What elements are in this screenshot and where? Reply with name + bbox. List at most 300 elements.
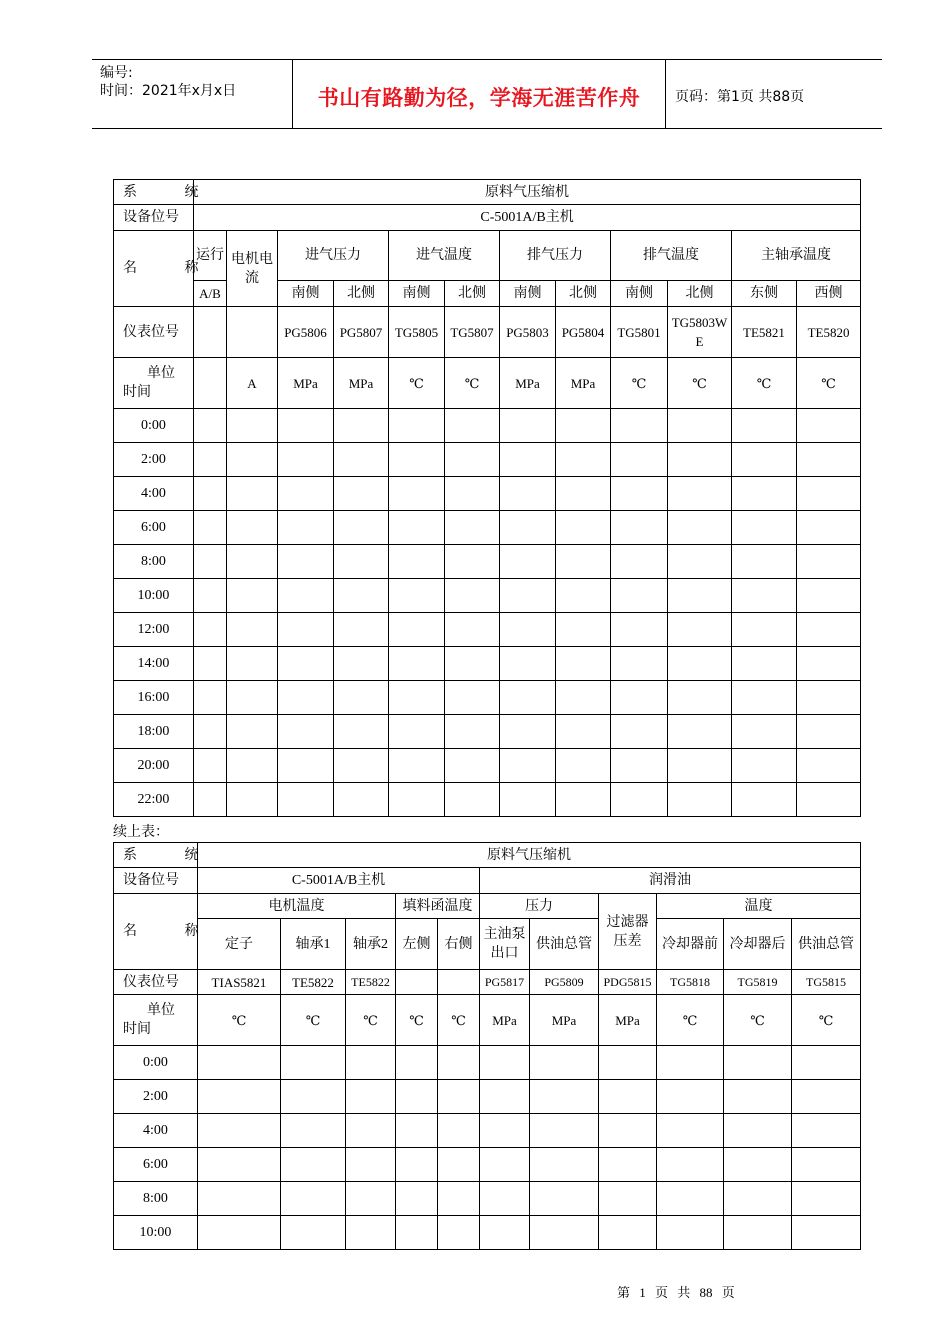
name-label: 名 称 xyxy=(114,231,194,307)
entry-cell[interactable] xyxy=(346,1216,396,1250)
unit-time-label xyxy=(114,995,198,1046)
entry-cell[interactable] xyxy=(556,613,611,647)
instrument-tag: PG5817 xyxy=(480,970,530,995)
entry-cell[interactable] xyxy=(438,1114,480,1148)
unit-cell: ℃ xyxy=(281,995,346,1046)
instrument-tag: TE5822 xyxy=(281,970,346,995)
entry-cell[interactable] xyxy=(797,681,861,715)
sub-header: 南侧 xyxy=(389,281,445,307)
entry-cell[interactable] xyxy=(657,1046,724,1080)
entry-cell[interactable] xyxy=(611,545,668,579)
instrument-row xyxy=(114,970,861,995)
entry-cell[interactable] xyxy=(194,511,227,545)
entry-cell[interactable] xyxy=(389,715,445,749)
entry-cell[interactable] xyxy=(227,613,278,647)
entry-cell[interactable] xyxy=(278,681,334,715)
entry-cell[interactable] xyxy=(732,545,797,579)
instrument-tag: PG5806 xyxy=(278,307,334,358)
time-row xyxy=(114,715,861,749)
instrument-row xyxy=(114,307,861,358)
entry-cell[interactable] xyxy=(724,1114,792,1148)
entry-cell[interactable] xyxy=(657,1216,724,1250)
entry-cell[interactable] xyxy=(346,1046,396,1080)
entry-cell[interactable] xyxy=(389,409,445,443)
entry-cell[interactable] xyxy=(732,613,797,647)
unit-cell: ℃ xyxy=(657,995,724,1046)
entry-cell[interactable] xyxy=(668,647,732,681)
entry-cell[interactable] xyxy=(389,613,445,647)
entry-cell[interactable] xyxy=(194,443,227,477)
entry-cell[interactable] xyxy=(556,681,611,715)
instrument-tag: TIAS5821 xyxy=(198,970,281,995)
entry-cell[interactable] xyxy=(445,715,500,749)
unit-cell: ℃ xyxy=(792,995,861,1046)
entry-cell[interactable] xyxy=(657,1080,724,1114)
entry-cell[interactable] xyxy=(445,647,500,681)
sub-header: 左侧 xyxy=(396,919,438,970)
entry-cell[interactable] xyxy=(346,1182,396,1216)
entry-cell[interactable] xyxy=(599,1216,657,1250)
entry-cell[interactable] xyxy=(334,511,389,545)
time-row xyxy=(114,477,861,511)
entry-cell[interactable] xyxy=(480,1216,530,1250)
entry-cell[interactable] xyxy=(599,1080,657,1114)
entry-cell[interactable] xyxy=(334,443,389,477)
entry-cell[interactable] xyxy=(194,545,227,579)
entry-cell[interactable] xyxy=(797,477,861,511)
entry-cell[interactable] xyxy=(194,477,227,511)
entry-cell[interactable] xyxy=(668,511,732,545)
entry-cell[interactable] xyxy=(668,443,732,477)
entry-cell[interactable] xyxy=(500,511,556,545)
number-label: 编号: xyxy=(100,65,133,81)
entry-cell[interactable] xyxy=(556,715,611,749)
sub-header-row xyxy=(114,919,861,970)
system-row xyxy=(114,843,861,868)
entry-cell[interactable] xyxy=(334,715,389,749)
entry-cell[interactable] xyxy=(732,579,797,613)
time-cell: 6:00 xyxy=(114,1148,198,1182)
sub-header: 北侧 xyxy=(334,281,389,307)
entry-cell[interactable] xyxy=(194,681,227,715)
unit-cell: ℃ xyxy=(445,358,500,409)
group-header: 进气温度 xyxy=(389,231,500,281)
entry-cell[interactable] xyxy=(668,715,732,749)
entry-cell[interactable] xyxy=(194,647,227,681)
entry-cell[interactable] xyxy=(668,579,732,613)
entry-cell[interactable] xyxy=(334,783,389,817)
entry-cell[interactable] xyxy=(500,443,556,477)
entry-cell[interactable] xyxy=(792,1046,861,1080)
time-row xyxy=(114,1148,861,1182)
entry-cell[interactable] xyxy=(389,579,445,613)
entry-cell[interactable] xyxy=(500,477,556,511)
entry-cell[interactable] xyxy=(732,647,797,681)
entry-cell[interactable] xyxy=(194,613,227,647)
unit-cell: MPa xyxy=(599,995,657,1046)
entry-cell[interactable] xyxy=(445,749,500,783)
entry-cell[interactable] xyxy=(480,1182,530,1216)
empty-cell xyxy=(438,970,480,995)
entry-cell[interactable] xyxy=(797,511,861,545)
entry-cell[interactable] xyxy=(556,477,611,511)
time-row xyxy=(114,613,861,647)
entry-cell[interactable] xyxy=(732,511,797,545)
entry-cell[interactable] xyxy=(797,749,861,783)
sub-header: 东侧 xyxy=(732,281,797,307)
continued-label: 续上表： xyxy=(113,824,169,840)
entry-cell[interactable] xyxy=(530,1114,599,1148)
entry-cell[interactable] xyxy=(556,545,611,579)
entry-cell[interactable] xyxy=(500,545,556,579)
entry-cell[interactable] xyxy=(556,443,611,477)
entry-cell[interactable] xyxy=(281,1182,346,1216)
entry-cell[interactable] xyxy=(334,545,389,579)
unit-label: 单位 xyxy=(147,366,175,381)
unit-label: 单位 xyxy=(147,1003,175,1018)
entry-cell[interactable] xyxy=(198,1080,281,1114)
unit-row xyxy=(114,995,861,1046)
entry-cell[interactable] xyxy=(438,1080,480,1114)
entry-cell[interactable] xyxy=(611,443,668,477)
entry-cell[interactable] xyxy=(227,511,278,545)
entry-cell[interactable] xyxy=(198,1182,281,1216)
entry-cell[interactable] xyxy=(797,545,861,579)
time-row xyxy=(114,579,861,613)
group-header-row xyxy=(114,894,861,919)
entry-cell[interactable] xyxy=(278,511,334,545)
entry-cell[interactable] xyxy=(389,681,445,715)
entry-cell[interactable] xyxy=(278,545,334,579)
entry-cell[interactable] xyxy=(500,749,556,783)
sub-header: 供油总管 xyxy=(530,919,599,970)
lube-oil-label: 润滑油 xyxy=(480,868,861,894)
entry-cell[interactable] xyxy=(724,1148,792,1182)
sub-header: 冷却器前 xyxy=(657,919,724,970)
entry-cell[interactable] xyxy=(445,681,500,715)
motor-current-label: 电机电流 xyxy=(227,231,278,307)
entry-cell[interactable] xyxy=(281,1046,346,1080)
entry-cell[interactable] xyxy=(500,681,556,715)
entry-cell[interactable] xyxy=(227,477,278,511)
group-header: 填料函温度 xyxy=(396,894,480,919)
entry-cell[interactable] xyxy=(389,783,445,817)
entry-cell[interactable] xyxy=(445,545,500,579)
entry-cell[interactable] xyxy=(194,409,227,443)
entry-cell[interactable] xyxy=(668,749,732,783)
entry-cell[interactable] xyxy=(668,681,732,715)
entry-cell[interactable] xyxy=(227,443,278,477)
entry-cell[interactable] xyxy=(346,1080,396,1114)
entry-cell[interactable] xyxy=(194,783,227,817)
page-footer: 第 1 页 共 88 页 xyxy=(617,1285,735,1300)
entry-cell[interactable] xyxy=(797,647,861,681)
entry-cell[interactable] xyxy=(278,783,334,817)
entry-cell[interactable] xyxy=(668,477,732,511)
device-row xyxy=(114,868,861,894)
device-row xyxy=(114,205,861,231)
entry-cell[interactable] xyxy=(792,1182,861,1216)
entry-cell[interactable] xyxy=(438,1182,480,1216)
entry-cell[interactable] xyxy=(732,409,797,443)
entry-cell[interactable] xyxy=(438,1046,480,1080)
entry-cell[interactable] xyxy=(530,1216,599,1250)
entry-cell[interactable] xyxy=(227,681,278,715)
entry-cell[interactable] xyxy=(668,409,732,443)
time-cell: 2:00 xyxy=(114,443,194,477)
instrument-label: 仪表位号 xyxy=(114,307,194,358)
entry-cell[interactable] xyxy=(599,1046,657,1080)
entry-cell[interactable] xyxy=(657,1182,724,1216)
entry-cell[interactable] xyxy=(611,579,668,613)
entry-cell[interactable] xyxy=(611,715,668,749)
entry-cell[interactable] xyxy=(530,1182,599,1216)
entry-cell[interactable] xyxy=(500,783,556,817)
entry-cell[interactable] xyxy=(278,613,334,647)
entry-cell[interactable] xyxy=(732,681,797,715)
lube-oil-table xyxy=(113,842,861,1250)
entry-cell[interactable] xyxy=(198,1114,281,1148)
entry-cell[interactable] xyxy=(797,613,861,647)
entry-cell[interactable] xyxy=(500,715,556,749)
entry-cell[interactable] xyxy=(281,1080,346,1114)
entry-cell[interactable] xyxy=(346,1114,396,1148)
entry-cell[interactable] xyxy=(194,749,227,783)
entry-cell[interactable] xyxy=(227,783,278,817)
entry-cell[interactable] xyxy=(599,1182,657,1216)
entry-cell[interactable] xyxy=(334,613,389,647)
entry-cell[interactable] xyxy=(278,477,334,511)
entry-cell[interactable] xyxy=(611,783,668,817)
time-cell: 4:00 xyxy=(114,1114,198,1148)
system-label: 系 统 xyxy=(114,843,198,868)
unit-cell: ℃ xyxy=(438,995,480,1046)
time-label: 时间：2021年x月x日 xyxy=(100,83,237,99)
instrument-label: 仪表位号 xyxy=(114,970,198,995)
entry-cell[interactable] xyxy=(281,1148,346,1182)
entry-cell[interactable] xyxy=(556,783,611,817)
entry-cell[interactable] xyxy=(797,783,861,817)
entry-cell[interactable] xyxy=(227,545,278,579)
time-cell: 14:00 xyxy=(114,647,194,681)
entry-cell[interactable] xyxy=(732,749,797,783)
entry-cell[interactable] xyxy=(657,1114,724,1148)
sub-header: 轴承1 xyxy=(281,919,346,970)
entry-cell[interactable] xyxy=(227,647,278,681)
entry-cell[interactable] xyxy=(480,1046,530,1080)
unit-cell: ℃ xyxy=(668,358,732,409)
entry-cell[interactable] xyxy=(389,749,445,783)
entry-cell[interactable] xyxy=(396,1216,438,1250)
entry-cell[interactable] xyxy=(724,1182,792,1216)
group-header: 排气温度 xyxy=(611,231,732,281)
entry-cell[interactable] xyxy=(797,715,861,749)
entry-cell[interactable] xyxy=(334,477,389,511)
unit-cell: ℃ xyxy=(724,995,792,1046)
entry-cell[interactable] xyxy=(480,1148,530,1182)
entry-cell[interactable] xyxy=(334,409,389,443)
sub-header: 轴承2 xyxy=(346,919,396,970)
unit-time-label xyxy=(114,358,194,409)
entry-cell[interactable] xyxy=(611,511,668,545)
entry-cell[interactable] xyxy=(389,647,445,681)
instrument-tag: PG5807 xyxy=(334,307,389,358)
device-value: C-5001A/B主机 xyxy=(194,205,861,231)
entry-cell[interactable] xyxy=(611,409,668,443)
entry-cell[interactable] xyxy=(556,647,611,681)
entry-cell[interactable] xyxy=(668,545,732,579)
run-ab-label: A/B xyxy=(194,281,227,307)
entry-cell[interactable] xyxy=(445,511,500,545)
time-row xyxy=(114,647,861,681)
entry-cell[interactable] xyxy=(611,477,668,511)
instrument-tag: PG5804 xyxy=(556,307,611,358)
entry-cell[interactable] xyxy=(445,783,500,817)
entry-cell[interactable] xyxy=(792,1216,861,1250)
entry-cell[interactable] xyxy=(389,511,445,545)
unit-cell: MPa xyxy=(500,358,556,409)
instrument-tag: TG5803WE xyxy=(668,307,732,358)
entry-cell[interactable] xyxy=(278,715,334,749)
entry-cell[interactable] xyxy=(611,749,668,783)
entry-cell[interactable] xyxy=(732,783,797,817)
entry-cell[interactable] xyxy=(611,647,668,681)
run-label: 运行 xyxy=(194,231,227,281)
instrument-tag: TG5801 xyxy=(611,307,668,358)
motto: 书山有路勤为径，学海无涯苦作舟 xyxy=(317,86,641,110)
system-row xyxy=(114,180,861,205)
entry-cell[interactable] xyxy=(396,1114,438,1148)
entry-cell[interactable] xyxy=(500,647,556,681)
entry-cell[interactable] xyxy=(500,613,556,647)
entry-cell[interactable] xyxy=(278,443,334,477)
entry-cell[interactable] xyxy=(500,579,556,613)
entry-cell[interactable] xyxy=(657,1148,724,1182)
entry-cell[interactable] xyxy=(278,647,334,681)
time-cell: 0:00 xyxy=(114,1046,198,1080)
entry-cell[interactable] xyxy=(396,1080,438,1114)
sub-header: 西侧 xyxy=(797,281,861,307)
entry-cell[interactable] xyxy=(530,1046,599,1080)
entry-cell[interactable] xyxy=(198,1148,281,1182)
sub-header: 主油泵出口 xyxy=(480,919,530,970)
entry-cell[interactable] xyxy=(389,545,445,579)
entry-cell[interactable] xyxy=(278,749,334,783)
entry-cell[interactable] xyxy=(599,1114,657,1148)
entry-cell[interactable] xyxy=(227,579,278,613)
entry-cell[interactable] xyxy=(396,1182,438,1216)
entry-cell[interactable] xyxy=(724,1046,792,1080)
entry-cell[interactable] xyxy=(792,1114,861,1148)
entry-cell[interactable] xyxy=(599,1148,657,1182)
entry-cell[interactable] xyxy=(334,681,389,715)
entry-cell[interactable] xyxy=(389,477,445,511)
entry-cell[interactable] xyxy=(445,477,500,511)
entry-cell[interactable] xyxy=(556,409,611,443)
entry-cell[interactable] xyxy=(438,1216,480,1250)
entry-cell[interactable] xyxy=(792,1148,861,1182)
entry-cell[interactable] xyxy=(334,749,389,783)
entry-cell[interactable] xyxy=(797,579,861,613)
entry-cell[interactable] xyxy=(334,647,389,681)
entry-cell[interactable] xyxy=(556,749,611,783)
instrument-tag: TG5818 xyxy=(657,970,724,995)
entry-cell[interactable] xyxy=(198,1046,281,1080)
entry-cell[interactable] xyxy=(227,715,278,749)
entry-cell[interactable] xyxy=(198,1216,281,1250)
entry-cell[interactable] xyxy=(445,443,500,477)
time-cell: 0:00 xyxy=(114,409,194,443)
unit-cell: MPa xyxy=(278,358,334,409)
entry-cell[interactable] xyxy=(194,715,227,749)
entry-cell[interactable] xyxy=(668,613,732,647)
entry-cell[interactable] xyxy=(732,443,797,477)
entry-cell[interactable] xyxy=(445,613,500,647)
sub-header: 北侧 xyxy=(556,281,611,307)
entry-cell[interactable] xyxy=(445,579,500,613)
entry-cell[interactable] xyxy=(530,1080,599,1114)
entry-cell[interactable] xyxy=(611,613,668,647)
entry-cell[interactable] xyxy=(480,1080,530,1114)
entry-cell[interactable] xyxy=(281,1114,346,1148)
time-row xyxy=(114,749,861,783)
group-header: 排气压力 xyxy=(500,231,611,281)
entry-cell[interactable] xyxy=(438,1148,480,1182)
entry-cell[interactable] xyxy=(724,1216,792,1250)
entry-cell[interactable] xyxy=(194,579,227,613)
time-cell: 6:00 xyxy=(114,511,194,545)
instrument-tag: TG5805 xyxy=(389,307,445,358)
entry-cell[interactable] xyxy=(334,579,389,613)
entry-cell[interactable] xyxy=(281,1216,346,1250)
entry-cell[interactable] xyxy=(278,579,334,613)
entry-cell[interactable] xyxy=(278,409,334,443)
entry-cell[interactable] xyxy=(227,749,278,783)
entry-cell[interactable] xyxy=(500,409,556,443)
entry-cell[interactable] xyxy=(668,783,732,817)
unit-cell: ℃ xyxy=(389,358,445,409)
time-row xyxy=(114,1046,861,1080)
entry-cell[interactable] xyxy=(346,1148,396,1182)
entry-cell[interactable] xyxy=(396,1148,438,1182)
entry-cell[interactable] xyxy=(445,409,500,443)
entry-cell[interactable] xyxy=(530,1148,599,1182)
sub-header: 南侧 xyxy=(278,281,334,307)
filter-dp-label: 过滤器压差 xyxy=(599,894,657,970)
time-row xyxy=(114,1182,861,1216)
instrument-tag: TG5807 xyxy=(445,307,500,358)
entry-cell[interactable] xyxy=(480,1114,530,1148)
entry-cell[interactable] xyxy=(396,1046,438,1080)
time-row xyxy=(114,681,861,715)
entry-cell[interactable] xyxy=(556,511,611,545)
instrument-tag: PG5809 xyxy=(530,970,599,995)
entry-cell[interactable] xyxy=(611,681,668,715)
group-header: 进气压力 xyxy=(278,231,389,281)
entry-cell[interactable] xyxy=(556,579,611,613)
entry-cell[interactable] xyxy=(389,443,445,477)
entry-cell[interactable] xyxy=(797,443,861,477)
entry-cell[interactable] xyxy=(724,1080,792,1114)
entry-cell[interactable] xyxy=(797,409,861,443)
unit-cell: ℃ xyxy=(396,995,438,1046)
entry-cell[interactable] xyxy=(792,1080,861,1114)
time-row xyxy=(114,1216,861,1250)
unit-cell: MPa xyxy=(480,995,530,1046)
entry-cell[interactable] xyxy=(732,715,797,749)
entry-cell[interactable] xyxy=(227,409,278,443)
entry-cell[interactable] xyxy=(732,477,797,511)
